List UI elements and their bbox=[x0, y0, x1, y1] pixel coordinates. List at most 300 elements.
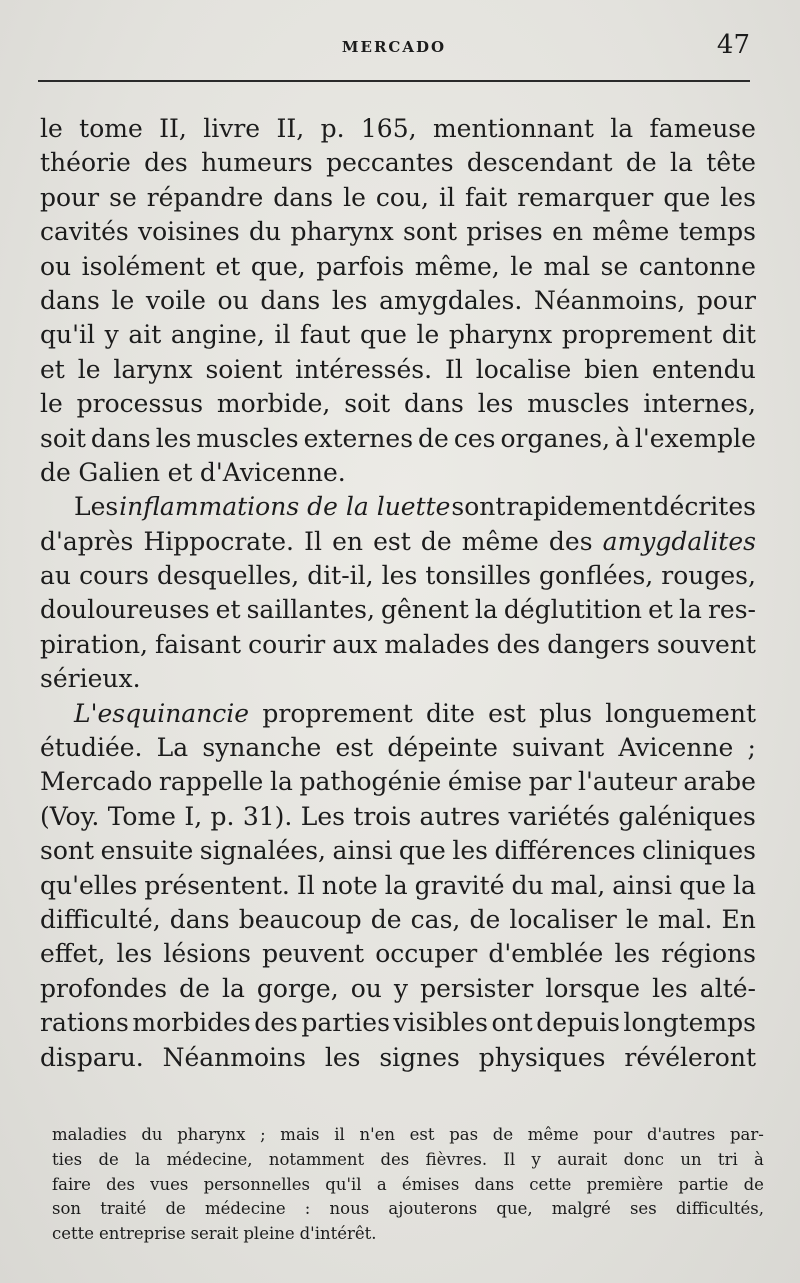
word: le bbox=[416, 320, 440, 350]
word: le bbox=[40, 114, 63, 143]
word: ses bbox=[629, 1199, 657, 1219]
word: aux bbox=[332, 629, 378, 659]
word: proprement bbox=[262, 698, 413, 728]
word: présentent. bbox=[144, 870, 290, 900]
word: ; bbox=[747, 733, 756, 763]
word: émises bbox=[401, 1174, 460, 1194]
word: Mercado bbox=[40, 767, 153, 797]
word: morbides bbox=[132, 1008, 251, 1038]
text-line bbox=[40, 525, 756, 559]
word: d'emblée bbox=[488, 939, 604, 969]
text-line bbox=[40, 181, 756, 215]
word: qu'il bbox=[40, 320, 95, 350]
text-line bbox=[40, 1041, 756, 1075]
word: de bbox=[469, 904, 501, 934]
word: Galien bbox=[78, 457, 161, 487]
word: théorie bbox=[40, 148, 131, 178]
word: même bbox=[527, 1125, 579, 1144]
word: par bbox=[528, 767, 572, 797]
word: d'intérêt. bbox=[299, 1224, 377, 1244]
word: même bbox=[592, 217, 670, 247]
word: de bbox=[492, 1125, 514, 1144]
word: depuis bbox=[536, 1008, 620, 1038]
word: pleine bbox=[243, 1224, 295, 1244]
word: sérieux. bbox=[40, 664, 141, 694]
word: (Voy. bbox=[40, 801, 100, 831]
word: nous bbox=[329, 1199, 370, 1219]
word: localiser bbox=[509, 904, 617, 934]
word: dans bbox=[404, 389, 464, 419]
text-line bbox=[40, 353, 756, 387]
word: gravité bbox=[414, 870, 505, 900]
text-line bbox=[40, 456, 756, 490]
word: ou bbox=[40, 251, 72, 281]
word: que bbox=[663, 182, 711, 212]
word: d'Avicenne. bbox=[199, 457, 346, 487]
word: entendu bbox=[651, 354, 756, 384]
word: proprement bbox=[561, 320, 713, 350]
word: les bbox=[452, 836, 488, 866]
word: est bbox=[488, 698, 526, 728]
word: de bbox=[165, 1199, 186, 1219]
word: donc bbox=[623, 1149, 664, 1169]
word: les bbox=[155, 423, 192, 453]
word: voisines bbox=[138, 217, 240, 247]
word: maladies bbox=[52, 1125, 127, 1144]
text-line bbox=[40, 834, 756, 868]
word: faut bbox=[300, 320, 351, 350]
word: mais bbox=[280, 1125, 320, 1144]
word: longuement bbox=[605, 698, 756, 728]
word: est bbox=[335, 733, 374, 763]
word: et bbox=[40, 354, 65, 384]
word: intéressés. bbox=[295, 354, 433, 384]
word: longtemps bbox=[623, 1008, 756, 1038]
word: processus bbox=[76, 389, 204, 419]
word: médecine bbox=[204, 1199, 286, 1219]
word: isolément bbox=[81, 251, 205, 281]
word: ensuite bbox=[100, 836, 194, 866]
word: 31). bbox=[242, 801, 293, 831]
word: courir bbox=[248, 629, 326, 659]
word: variétés bbox=[508, 801, 610, 831]
word: souvent bbox=[656, 629, 756, 659]
word: dangers bbox=[547, 629, 650, 659]
word: à bbox=[754, 1149, 764, 1169]
word: pour bbox=[40, 182, 100, 212]
word: de bbox=[420, 526, 452, 556]
word: que bbox=[359, 320, 407, 350]
word: de bbox=[98, 1149, 119, 1169]
text-line bbox=[40, 559, 756, 593]
word: remarquer bbox=[517, 182, 654, 212]
word: dans bbox=[90, 423, 151, 453]
word: notamment bbox=[268, 1149, 365, 1169]
word: cavités bbox=[40, 217, 129, 247]
word: muscles bbox=[527, 389, 630, 419]
text-line bbox=[40, 422, 756, 456]
word: visibles bbox=[393, 1008, 488, 1038]
word: tête bbox=[706, 148, 756, 178]
word: En bbox=[721, 904, 756, 934]
word: se bbox=[600, 251, 629, 281]
word: persister bbox=[420, 973, 534, 1003]
word: pour bbox=[696, 285, 756, 315]
word: dite bbox=[426, 698, 475, 728]
word: même bbox=[461, 526, 539, 556]
word: II, bbox=[276, 114, 305, 143]
word: amygdales. bbox=[379, 285, 523, 315]
word: fait bbox=[465, 182, 508, 212]
text-line bbox=[40, 284, 756, 318]
word: ajouterons bbox=[388, 1199, 478, 1219]
word: que, bbox=[250, 251, 306, 281]
word: cours bbox=[79, 561, 149, 591]
word: de bbox=[179, 973, 210, 1003]
word: les bbox=[652, 973, 688, 1003]
text-line bbox=[40, 318, 756, 352]
word: sont bbox=[451, 492, 506, 522]
word: descendant bbox=[466, 148, 613, 178]
word: que bbox=[679, 870, 726, 900]
word: cliniques bbox=[642, 836, 756, 866]
word: dans bbox=[40, 285, 100, 315]
word: les bbox=[331, 285, 368, 315]
word: que bbox=[398, 836, 446, 866]
word: res- bbox=[707, 595, 756, 625]
text-line bbox=[40, 490, 756, 524]
word: malades bbox=[384, 629, 490, 659]
word: tri bbox=[717, 1149, 738, 1169]
word: de bbox=[418, 423, 449, 453]
word: cas, bbox=[410, 904, 461, 934]
word: régions bbox=[661, 939, 756, 969]
word: gênent bbox=[381, 595, 469, 625]
footnote-line bbox=[52, 1173, 764, 1198]
text-line bbox=[40, 215, 756, 249]
text-line bbox=[40, 628, 756, 662]
word: ties bbox=[52, 1149, 83, 1169]
word: qu'il bbox=[325, 1174, 362, 1194]
word: le bbox=[77, 354, 101, 384]
word: n'en bbox=[359, 1125, 395, 1144]
word: galéniques bbox=[618, 801, 756, 831]
word: la bbox=[269, 767, 293, 797]
text-line bbox=[40, 765, 756, 799]
word: médecine, bbox=[166, 1149, 253, 1169]
word: trois bbox=[353, 801, 412, 831]
word: y bbox=[531, 1149, 541, 1169]
word: ces bbox=[453, 423, 496, 453]
word: la bbox=[135, 1149, 151, 1169]
text-line bbox=[40, 387, 756, 421]
word: inflammations de la luette bbox=[119, 492, 451, 522]
word: le bbox=[510, 251, 534, 281]
word: effet, bbox=[40, 939, 106, 969]
body-text bbox=[40, 112, 756, 1075]
word: voile bbox=[145, 285, 206, 315]
word: livre bbox=[203, 114, 261, 143]
word: lésions bbox=[163, 939, 251, 969]
word: douloureuses bbox=[40, 595, 210, 625]
word: du bbox=[511, 870, 544, 900]
word: physiques bbox=[478, 1042, 606, 1072]
word: saillantes, bbox=[246, 595, 375, 625]
word: ainsi bbox=[332, 836, 393, 866]
word: les bbox=[116, 939, 153, 969]
text-line bbox=[40, 937, 756, 971]
word: par- bbox=[729, 1125, 764, 1144]
word: de bbox=[743, 1174, 764, 1194]
word: fameuse bbox=[649, 114, 756, 143]
word: occuper bbox=[375, 939, 478, 969]
word: piration, bbox=[40, 629, 148, 659]
word: mentionnant bbox=[432, 114, 594, 143]
word: tome bbox=[79, 114, 143, 143]
word: pharynx bbox=[177, 1125, 246, 1144]
word: l'exemple bbox=[634, 423, 756, 453]
word: il bbox=[274, 320, 291, 350]
word: soit bbox=[344, 389, 391, 419]
footnote-line bbox=[52, 1148, 764, 1173]
word: p. bbox=[320, 114, 345, 143]
word: répandre bbox=[146, 182, 264, 212]
word: gonflées, bbox=[539, 561, 654, 591]
word: d'autres bbox=[646, 1125, 716, 1144]
word: beaucoup bbox=[238, 904, 362, 934]
word: et bbox=[215, 251, 241, 281]
word: la bbox=[384, 870, 408, 900]
word: rouges, bbox=[661, 561, 756, 591]
text-line bbox=[40, 731, 756, 765]
word: aurait bbox=[557, 1149, 608, 1169]
word: les bbox=[477, 389, 514, 419]
word: étudiée. bbox=[40, 733, 143, 763]
word: Il bbox=[444, 354, 463, 384]
word: mal bbox=[543, 251, 591, 281]
word: temps bbox=[678, 217, 756, 247]
word: autres bbox=[419, 801, 501, 831]
page-number: 47 bbox=[716, 30, 750, 60]
text-line bbox=[40, 112, 756, 146]
word: les bbox=[324, 1042, 361, 1072]
word: sont bbox=[403, 217, 458, 247]
word: ; bbox=[260, 1125, 266, 1144]
word: plus bbox=[539, 698, 593, 728]
word: arabe bbox=[683, 767, 756, 797]
footnote-line bbox=[52, 1222, 764, 1247]
text-line bbox=[40, 593, 756, 627]
word: traité bbox=[100, 1199, 147, 1219]
word: Il bbox=[304, 526, 322, 556]
word: p. bbox=[210, 801, 235, 831]
word: signes bbox=[379, 1042, 460, 1072]
word: la bbox=[221, 973, 245, 1003]
word: les bbox=[381, 561, 418, 591]
word: d'après bbox=[40, 526, 134, 556]
word: différences bbox=[494, 836, 636, 866]
word: ou bbox=[217, 285, 249, 315]
word: la bbox=[732, 870, 756, 900]
word: dans bbox=[273, 182, 334, 212]
word: émise bbox=[447, 767, 522, 797]
word: de bbox=[40, 457, 71, 487]
word: rappelle bbox=[158, 767, 264, 797]
word: suivant bbox=[512, 733, 605, 763]
word: amygdalites bbox=[602, 526, 756, 556]
word: pharynx bbox=[448, 320, 553, 350]
word: son bbox=[52, 1199, 82, 1219]
word: bien bbox=[584, 354, 640, 384]
word: le bbox=[40, 389, 63, 419]
word: humeurs bbox=[201, 148, 313, 178]
word: en bbox=[552, 217, 583, 247]
word: dit bbox=[721, 320, 756, 350]
word: que, bbox=[496, 1199, 533, 1219]
word: il bbox=[334, 1125, 345, 1144]
word: dans bbox=[474, 1174, 515, 1194]
text-line bbox=[40, 903, 756, 937]
word: serait bbox=[190, 1224, 239, 1244]
word: difficulté, bbox=[40, 904, 161, 934]
word: 165, bbox=[360, 114, 417, 143]
word: internes, bbox=[643, 389, 756, 419]
word: externes bbox=[303, 423, 414, 453]
word: le bbox=[625, 904, 649, 934]
word: tonsilles bbox=[425, 561, 531, 591]
word: ait bbox=[128, 320, 162, 350]
word: pharynx bbox=[290, 217, 394, 247]
word: en bbox=[332, 526, 363, 556]
page-header bbox=[38, 28, 750, 68]
word: le bbox=[343, 182, 366, 212]
word: faire bbox=[52, 1174, 91, 1194]
word: disparu. bbox=[40, 1042, 144, 1072]
word: note bbox=[321, 870, 378, 900]
text-line bbox=[40, 1006, 756, 1040]
word: des bbox=[496, 629, 541, 659]
word: des bbox=[144, 148, 188, 178]
word: la bbox=[670, 148, 693, 178]
word: l'auteur bbox=[578, 767, 677, 797]
word: de bbox=[370, 904, 402, 934]
text-line bbox=[40, 662, 756, 696]
word: dépeinte bbox=[387, 733, 498, 763]
word: faisant bbox=[155, 629, 242, 659]
word: signalées, bbox=[199, 836, 326, 866]
word: et bbox=[215, 595, 241, 625]
word: L'esquinancie bbox=[74, 698, 250, 728]
word: soit bbox=[40, 423, 86, 453]
word: lorsque bbox=[545, 973, 641, 1003]
word: et bbox=[167, 457, 193, 487]
word: prises bbox=[466, 217, 543, 247]
word: dit-il, bbox=[307, 561, 374, 591]
word: des bbox=[254, 1008, 298, 1038]
word: La bbox=[156, 733, 189, 763]
word: localise bbox=[475, 354, 572, 384]
word: gorge, bbox=[256, 973, 339, 1003]
word: peuvent bbox=[262, 939, 365, 969]
word: morbide, bbox=[216, 389, 331, 419]
word: ainsi bbox=[612, 870, 673, 900]
word: cou, bbox=[375, 182, 429, 212]
word: ont bbox=[491, 1008, 533, 1038]
word: fièvres. bbox=[425, 1149, 488, 1169]
text-line bbox=[40, 697, 756, 731]
word: Hippocrate. bbox=[143, 526, 294, 556]
word: Avicenne bbox=[618, 733, 734, 763]
word: au bbox=[40, 561, 72, 591]
footnote-line bbox=[52, 1123, 764, 1148]
word: qu'elles bbox=[40, 870, 138, 900]
word: desquelles, bbox=[157, 561, 300, 591]
word: la bbox=[610, 114, 634, 143]
word: les bbox=[720, 182, 756, 212]
running-title: MERCADO bbox=[341, 38, 447, 56]
word: se bbox=[109, 182, 137, 212]
word: angine, bbox=[170, 320, 265, 350]
word: larynx bbox=[113, 354, 193, 384]
word: Les bbox=[74, 492, 119, 522]
word: personnelles bbox=[203, 1174, 311, 1194]
word: la bbox=[474, 595, 498, 625]
word: rations bbox=[40, 1008, 129, 1038]
word: première bbox=[586, 1174, 664, 1194]
word: II, bbox=[159, 114, 187, 143]
word: est bbox=[373, 526, 411, 556]
word: rapidement bbox=[506, 492, 653, 522]
word: vues bbox=[150, 1174, 189, 1194]
text-line bbox=[40, 146, 756, 180]
word: parfois bbox=[316, 251, 405, 281]
word: des bbox=[380, 1149, 410, 1169]
word: à bbox=[615, 423, 630, 453]
word: il bbox=[439, 182, 455, 212]
word: a bbox=[376, 1174, 387, 1194]
header-rule bbox=[38, 80, 750, 82]
word: décrites bbox=[653, 492, 756, 522]
word: de bbox=[625, 148, 657, 178]
word: y bbox=[104, 320, 119, 350]
word: des bbox=[548, 526, 593, 556]
word: partie bbox=[678, 1174, 729, 1194]
word: Tome bbox=[107, 801, 176, 831]
word: même, bbox=[414, 251, 500, 281]
word: pour bbox=[593, 1125, 633, 1144]
footnote-line bbox=[52, 1197, 764, 1222]
text-line bbox=[40, 800, 756, 834]
word: ou bbox=[350, 973, 382, 1003]
word: cette bbox=[52, 1224, 95, 1244]
word: pathogénie bbox=[299, 767, 442, 797]
word: du bbox=[141, 1125, 163, 1144]
footnote bbox=[52, 1123, 764, 1247]
word: la bbox=[678, 595, 702, 625]
word: malgré bbox=[551, 1199, 611, 1219]
word: alté- bbox=[699, 973, 756, 1003]
word: peccantes bbox=[326, 148, 454, 178]
word: difficultés, bbox=[675, 1199, 764, 1219]
word: dans bbox=[260, 285, 321, 315]
text-line bbox=[40, 250, 756, 284]
word: Néanmoins bbox=[162, 1042, 306, 1072]
word: y bbox=[393, 973, 409, 1003]
word: cette bbox=[529, 1174, 572, 1194]
word: dans bbox=[169, 904, 230, 934]
word: un bbox=[680, 1149, 702, 1169]
word: I, bbox=[184, 801, 203, 831]
